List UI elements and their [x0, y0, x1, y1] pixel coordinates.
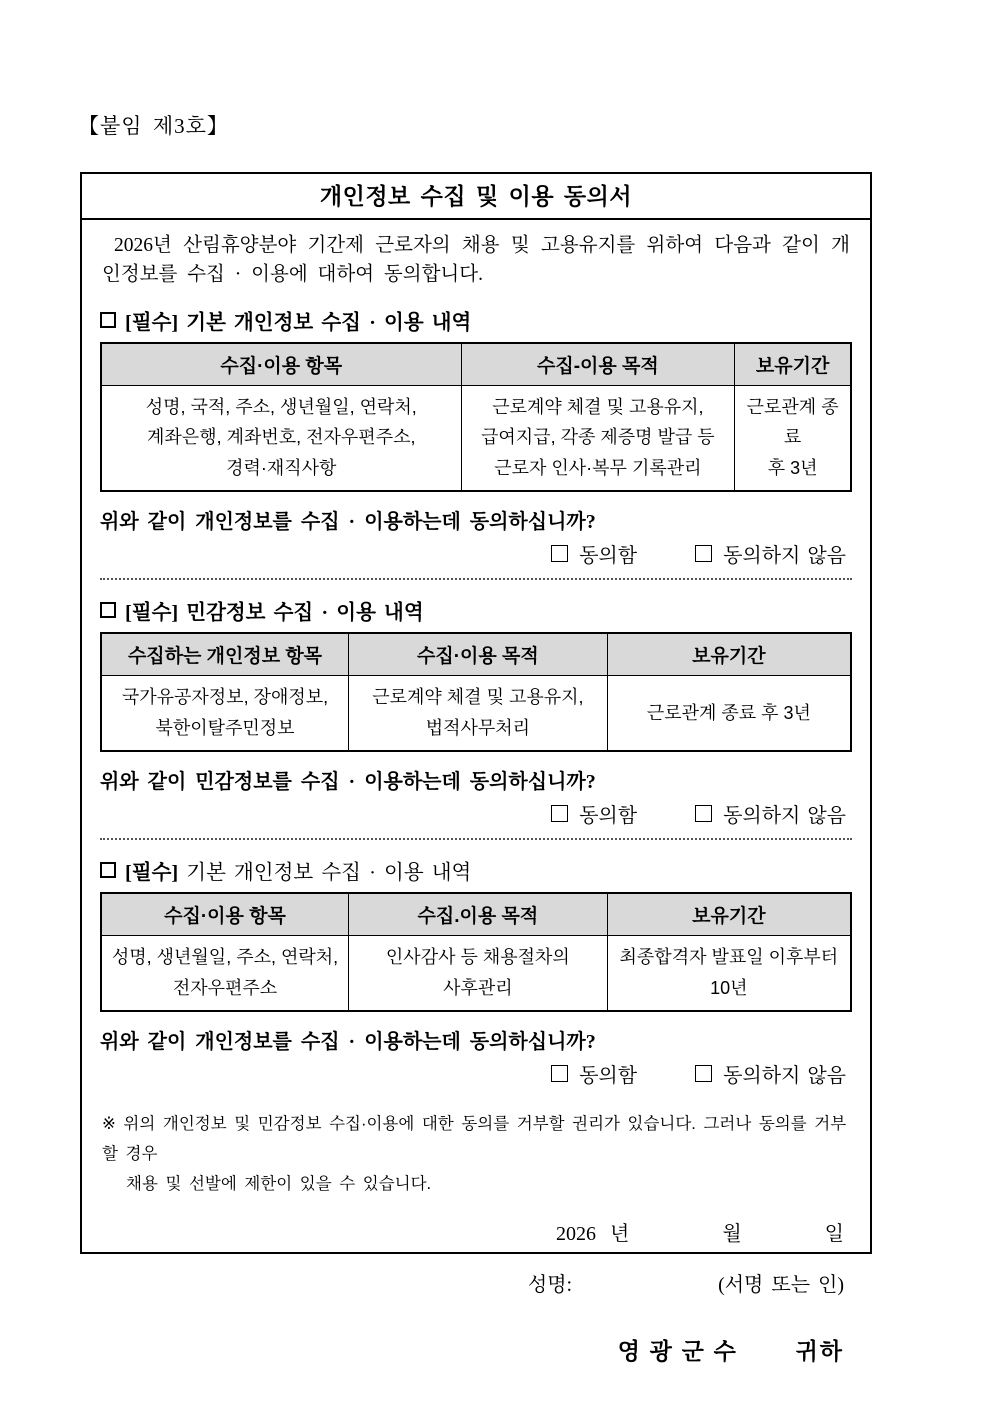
note-text-line2: 채용 및 선발에 제한이 있을 수 있습니다.: [126, 1174, 432, 1193]
disagree-checkbox[interactable]: [695, 545, 712, 562]
note-mark: ※: [102, 1115, 116, 1134]
purpose-cell: 인사감사 등 채용절차의 사후관리: [349, 936, 608, 1011]
column-header: 수집·이용 목적: [349, 633, 608, 676]
column-header: 보유기간: [607, 633, 851, 676]
section-checkbox-icon: [100, 862, 116, 878]
section-3-heading: [100, 855, 852, 885]
agree-label: 동의함: [579, 545, 638, 568]
section-checkbox-icon: [100, 312, 116, 328]
table-row: [101, 676, 851, 751]
table-row: [101, 385, 851, 491]
section-heading-text: 민감정보 수집 · 이용 내역: [186, 602, 424, 625]
recipient-name: 영 광 군 수: [617, 1339, 738, 1365]
consent-question: 위와 같이 개인정보를 수집 · 이용하는데 동의하십니까?: [100, 511, 596, 534]
agree-option[interactable]: [551, 1059, 637, 1088]
disagree-option[interactable]: [695, 539, 846, 568]
agree-checkbox[interactable]: [551, 805, 568, 822]
sensitive-info-table: [100, 632, 852, 752]
column-header: 수집·이용 항목: [101, 343, 461, 386]
agree-label: 동의함: [579, 1065, 638, 1088]
agree-option[interactable]: [551, 539, 637, 568]
column-header: 수집.이용 목적: [349, 893, 608, 936]
section-2-heading: [100, 595, 852, 625]
day-label: 일: [824, 1223, 844, 1246]
disagree-checkbox[interactable]: [695, 1065, 712, 1082]
date-year: 2026: [556, 1223, 597, 1246]
retention-cell: 근로관계 종료 후 3년: [607, 676, 851, 751]
consent-form: [80, 172, 872, 1365]
agree-checkbox[interactable]: [551, 1065, 568, 1082]
form-title: 개인정보 수집 및 이용 동의서: [82, 174, 870, 220]
disagree-label: 동의하지 않음: [723, 545, 846, 568]
items-cell: 성명, 국적, 주소, 생년월일, 연락처, 계좌은행, 계좌번호, 전자우편주소, 경력·재직사항: [101, 385, 461, 491]
attachment-label: 【붙임 제3호】: [78, 114, 229, 138]
agree-label: 동의함: [579, 805, 638, 828]
month-label: 월: [722, 1223, 742, 1246]
consent-question: 위와 같이 민감정보를 수집 · 이용하는데 동의하십니까?: [100, 771, 596, 794]
signature-line: [100, 1268, 844, 1297]
name-label: 성명:: [527, 1274, 573, 1297]
disagree-checkbox[interactable]: [695, 805, 712, 822]
dotted-divider: [100, 578, 852, 580]
consent-question: 위와 같이 개인정보를 수집 · 이용하는데 동의하십니까?: [100, 1031, 596, 1054]
column-header: 보유기간: [607, 893, 851, 936]
basic-info-table-2: [100, 892, 852, 1012]
section-heading-tag: [필수]: [125, 602, 179, 625]
items-cell: 국가유공자정보, 장애정보, 북한이탈주민정보: [101, 676, 349, 751]
disagree-option[interactable]: [695, 799, 846, 828]
section-heading-text: 기본 개인정보 수집 · 이용 내역: [186, 311, 472, 334]
honorific-label: 귀하: [795, 1339, 844, 1365]
agree-checkbox[interactable]: [551, 545, 568, 562]
section-checkbox-icon: [100, 602, 116, 618]
section-heading-tag: [필수]: [125, 862, 179, 885]
consent-options: [100, 1059, 846, 1088]
section-heading-tag: [필수]: [125, 311, 179, 334]
disagree-label: 동의하지 않음: [723, 805, 846, 828]
recipient-line: [100, 1333, 844, 1366]
section-1-heading: [100, 305, 852, 335]
agree-option[interactable]: [551, 799, 637, 828]
column-header: 보유기간: [735, 343, 851, 386]
column-header: 수집하는 개인정보 항목: [101, 633, 349, 676]
table-header-row: [101, 343, 851, 386]
dotted-divider: [100, 838, 852, 840]
section-heading-text: 기본 개인정보 수집 · 이용 내역: [186, 862, 472, 885]
disagree-option[interactable]: [695, 1059, 846, 1088]
retention-cell: 최종합격자 발표일 이후부터 10년: [607, 936, 851, 1011]
basic-info-table-1: [100, 342, 852, 493]
items-cell: 성명, 생년월일, 주소, 연락처, 전자우편주소: [101, 936, 349, 1011]
note-text-line1: 위의 개인정보 및 민감정보 수집·이용에 대한 동의를 거부할 권리가 있습니다. 그러나 동의를 거부할 경우: [102, 1115, 847, 1163]
date-line: [100, 1217, 844, 1246]
table-header-row: [101, 893, 851, 936]
retention-cell: 근로관계 종료 후 3년: [735, 385, 851, 491]
purpose-cell: 근로계약 체결 및 고용유지, 법적사무처리: [349, 676, 608, 751]
purpose-cell: 근로계약 체결 및 고용유지, 급여지급, 각종 제증명 발급 등 근로자 인사·복무 기록관리: [461, 385, 735, 491]
disagree-label: 동의하지 않음: [723, 1065, 846, 1088]
intro-paragraph: 2026년 산림휴양분야 기간제 근로자의 채용 및 고용유지를 위하여 다음과 같이 개인정보를 수집 · 이용에 대하여 동의합니다.: [102, 235, 850, 286]
refusal-notice: [102, 1110, 852, 1199]
consent-options: [100, 799, 846, 828]
table-header-row: [101, 633, 851, 676]
seal-label: (서명 또는 인): [718, 1274, 844, 1297]
year-label: 년: [610, 1223, 630, 1246]
consent-options: [100, 539, 846, 568]
column-header: 수집-이용 목적: [461, 343, 735, 386]
column-header: 수집·이용 항목: [101, 893, 349, 936]
table-row: [101, 936, 851, 1011]
